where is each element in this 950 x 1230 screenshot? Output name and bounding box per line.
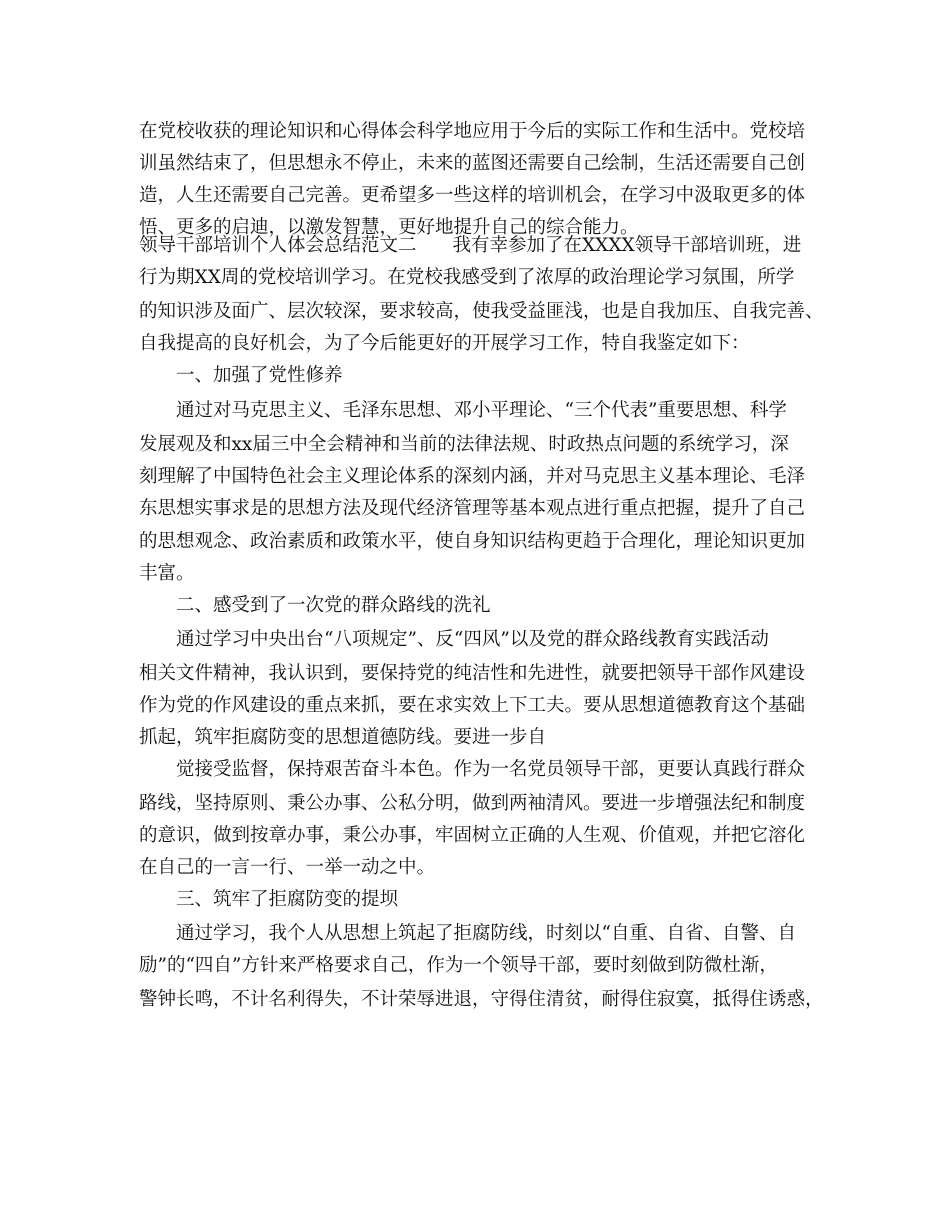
paragraph-line: 在自己的一言一行、一举一动之中。 — [139, 857, 436, 878]
paragraph-line: 抓起，筑牢拒腐防变的思想道德防线。要进一步自 — [139, 727, 547, 748]
paragraph-line: 发展观及和xx届三中全会精神和当前的法律法规、时政热点问题的系统学习，深 — [139, 434, 789, 455]
paragraph-line: 通过学习中央出台“八项规定”、反“四风”以及党的群众路线教育实践活动 — [176, 629, 769, 650]
paragraph-line: 通过学习，我个人从思想上筑起了拒腐防线，时刻以“自重、自省、自警、自 — [176, 923, 796, 944]
section-heading: 三、筑牢了拒腐防变的提坝 — [176, 889, 399, 910]
paragraph-line: 相关文件精神，我认识到，要保持党的纯洁性和先进性，就要把领导干部作风建设 — [139, 663, 806, 684]
paragraph-line: 刻理解了中国特色社会主义理论体系的深刻内涵，并对马克思主义基本理论、毛泽 — [139, 466, 806, 487]
paragraph-line: 觉接受监督，保持艰苦奋斗本色。作为一名党员领导干部，更要认真践行群众 — [176, 759, 806, 780]
paragraph-line: 造，人生还需要自己完善。更希望多一些这样的培训机会，在学习中汲取更多的体 — [139, 185, 806, 206]
section-heading: 二、感受到了一次党的群众路线的洗礼 — [176, 595, 491, 616]
paragraph-line: 行为期XX周的党校培训学习。在党校我感受到了浓厚的政治理论学习氛围，所学 — [139, 267, 795, 288]
paragraph-line: 在党校收获的理论知识和心得体会科学地应用于今后的实际工作和生活中。党校培 — [139, 121, 806, 142]
paragraph-line: 路线，坚持原则、秉公办事、公私分明，做到两袖清风。要进一步增强法纪和制度 — [139, 793, 806, 814]
paragraph-line: 自我提高的良好机会，为了今后能更好的开展学习工作，特自我鉴定如下： — [139, 333, 750, 354]
section-title-line — [139, 231, 829, 261]
section-heading: 一、加强了党性修养 — [176, 365, 343, 386]
paragraph-text: 我有幸参加了在XXXX领导干部培训班，进 — [452, 235, 802, 256]
paragraph-line: 作为党的作风建设的重点来抓，要在求实效上下工夫。要从思想道德教育这个基础 — [139, 695, 806, 716]
paragraph-line: 东思想实事求是的思想方法及现代经济管理等基本观点进行重点把握，提升了自己 — [139, 498, 806, 519]
paragraph-line: 的知识涉及面广、层次较深，要求较高，使我受益匪浅，也是自我加压、自我完善、 — [139, 301, 824, 322]
paragraph-line: 的意识，做到按章办事，秉公办事，牢固树立正确的人生观、价值观，并把它溶化 — [139, 825, 806, 846]
paragraph-line: 训虽然结束了，但思想永不停止，未来的蓝图还需要自己绘制，生活还需要自己创 — [139, 153, 806, 174]
paragraph-line: 励”的“四自”方针来严格要求自己，作为一个领导干部，要时刻做到防微杜渐， — [139, 955, 778, 976]
paragraph-line: 丰富。 — [139, 563, 195, 584]
article-title: 领导干部培训个人体会总结范文二 — [139, 235, 417, 256]
paragraph-line: 通过对马克思主义、毛泽东思想、邓小平理论、“三个代表”重要思想、科学 — [176, 400, 787, 421]
paragraph-line: 的思想观念、政治素质和政策水平，使自身知识结构更趋于合理化，理论知识更加 — [139, 531, 806, 552]
paragraph-line: 悟、更多的启迪，以激发智慧，更好地提升自己的综合能力。 — [139, 217, 639, 238]
paragraph-line: 警钟长鸣，不计名利得失，不计荣辱进退，守得住清贫，耐得住寂寞，抵得住诱惑， — [139, 989, 824, 1010]
